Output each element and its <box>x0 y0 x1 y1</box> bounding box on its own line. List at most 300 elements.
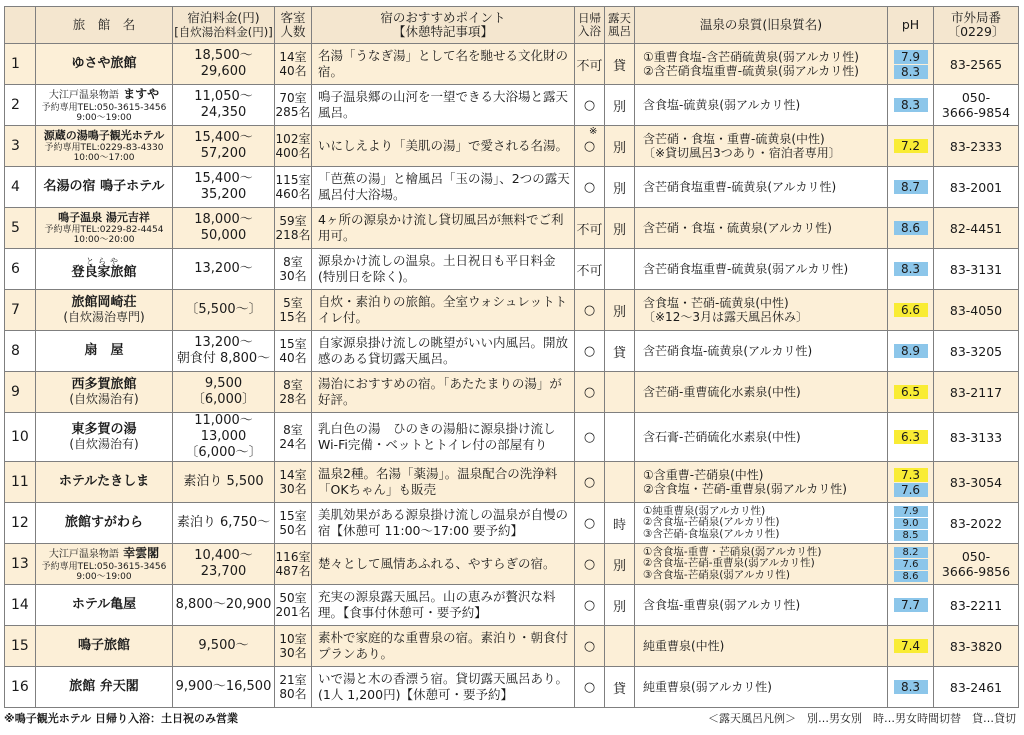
day-bath-cell <box>575 208 605 249</box>
ryokan-name-cell <box>36 249 173 290</box>
ph-value: 7.7 <box>894 598 928 612</box>
ph-cell <box>888 585 934 626</box>
reservation-tel: 予約専用TEL:0229-82-4454 <box>44 225 164 235</box>
spring-quality: 含食塩-重曹泉(弱アルカリ性) <box>643 598 801 612</box>
phone-cell <box>934 167 1019 208</box>
spring-quality: ②含芒硝食塩重曹-硫黄泉(弱アルカリ性) <box>643 64 859 78</box>
phone-line2: 3666-9856 <box>941 564 1011 579</box>
price: 13,200〜 <box>194 335 253 350</box>
table-row <box>5 85 1019 126</box>
ryokan-name: ゆさや旅館 <box>71 56 137 71</box>
price: 9,500 <box>204 376 243 391</box>
day-bath-cell <box>575 85 605 126</box>
row-number: 6 <box>5 249 36 290</box>
price: 18,500〜29,600 <box>194 48 253 79</box>
ryokan-name: 旅館 弁天閣 <box>69 679 139 694</box>
spring-quality-cell <box>635 208 888 249</box>
ph-cell <box>888 167 934 208</box>
phone-cell <box>934 331 1019 372</box>
row-number: 4 <box>5 167 36 208</box>
table-row <box>5 372 1019 413</box>
price: 15,400〜57,200 <box>194 130 253 161</box>
day-bath-cell <box>575 167 605 208</box>
spring-quality: ③含食塩-芒硝泉(弱アルカリ性) <box>643 568 790 581</box>
ph-value: 8.6 <box>894 571 928 582</box>
phone: 83-3131 <box>949 261 1003 277</box>
price-cell <box>173 208 275 249</box>
spring-quality-cell <box>635 503 888 544</box>
spring-quality: 含芒硝-重曹硫化水素泉(中性) <box>643 385 801 399</box>
phone: 83-2333 <box>949 138 1003 154</box>
ryokan-name: ホテルたきしま <box>58 474 150 489</box>
table-row <box>5 167 1019 208</box>
price-sub: 朝食付 8,800〜 <box>176 351 271 366</box>
table-row <box>5 413 1019 462</box>
table-row <box>5 462 1019 503</box>
ryokan-name-cell <box>36 503 173 544</box>
header-tel: 市外局番 〔0229〕 <box>934 7 1019 44</box>
phone: 83-3820 <box>949 638 1003 654</box>
spring-quality-cell <box>635 85 888 126</box>
room-count: 8室 <box>283 423 303 437</box>
day-bath: ○ <box>583 429 596 445</box>
header-row <box>5 7 1019 44</box>
spring-quality-cell <box>635 585 888 626</box>
ryokan-name-cell <box>36 667 173 708</box>
ryokan-name: 西多賀旅館 <box>71 377 137 392</box>
phone-cell <box>934 372 1019 413</box>
spring-quality: ②含食塩-芒硝-重曹泉(弱アルカリ性) <box>643 557 815 570</box>
day-bath: ○ <box>583 638 596 654</box>
day-bath: ○ <box>583 343 596 359</box>
phone-cell <box>934 544 1019 585</box>
recommend-point: 鳴子温泉郷の山河を一望できる大浴場と露天風呂。 <box>312 85 575 126</box>
ph-cell <box>888 544 934 585</box>
table-row <box>5 290 1019 331</box>
day-bath: ○ <box>583 679 596 695</box>
price-cell <box>173 249 275 290</box>
price-cell <box>173 626 275 667</box>
room-count: 8室 <box>283 378 303 392</box>
phone: 83-2211 <box>949 597 1003 613</box>
open-air-bath: 貸 <box>605 667 635 708</box>
price-cell <box>173 44 275 85</box>
spring-quality: 含芒硝食塩-硫黄泉(アルカリ性) <box>643 344 813 358</box>
ryokan-name: 鳴子温泉 湯元吉祥 <box>58 211 150 224</box>
phone-cell <box>934 413 1019 462</box>
spring-quality: ②含食塩-芒硝泉(アルカリ性) <box>643 516 780 529</box>
ryokan-name: 幸雲閣 <box>123 546 160 560</box>
recommend-point: 乳白色の湯 ひのきの湯船に源泉掛け流しWi-Fi完備・ベットとトイレ付の部屋有り <box>312 413 575 462</box>
open-air-bath: 別 <box>605 85 635 126</box>
room-count: 14室 <box>279 50 307 64</box>
rooms-cell <box>275 290 312 331</box>
rooms-cell <box>275 85 312 126</box>
note-mark: ※ <box>589 126 598 137</box>
capacity: 24名 <box>279 437 307 451</box>
ryokan-name: 東多賀の湯 <box>71 422 137 437</box>
day-bath: 不可 <box>576 222 603 238</box>
spring-quality-cell <box>635 126 888 167</box>
price: 10,400〜23,700 <box>194 548 253 579</box>
spring-quality: 〔※貸切風呂3つあり・宿泊者専用〕 <box>643 146 841 160</box>
ph-value: 9.0 <box>894 518 928 529</box>
phone: 83-4050 <box>949 302 1003 318</box>
ph-cell <box>888 331 934 372</box>
price: 11,050〜24,350 <box>194 89 253 120</box>
capacity: 30名 <box>279 269 307 283</box>
price-cell <box>173 167 275 208</box>
table-row <box>5 667 1019 708</box>
ryokan-table <box>4 6 1019 708</box>
rooms-cell <box>275 626 312 667</box>
phone-cell <box>934 462 1019 503</box>
open-air-bath: 別 <box>605 290 635 331</box>
day-bath-cell <box>575 290 605 331</box>
rooms-cell <box>275 372 312 413</box>
ph-cell <box>888 413 934 462</box>
table-row <box>5 503 1019 544</box>
row-number: 9 <box>5 372 36 413</box>
open-air-bath: 貸 <box>605 331 635 372</box>
open-air-bath: 別 <box>605 585 635 626</box>
ph-cell <box>888 626 934 667</box>
ph-value: 8.3 <box>894 98 928 112</box>
ph-value: 6.5 <box>894 385 928 399</box>
day-bath-cell <box>575 462 605 503</box>
phone-line2: 3666-9854 <box>941 105 1011 120</box>
table-row <box>5 626 1019 667</box>
capacity: 50名 <box>279 523 307 537</box>
price: 素泊り 5,500 <box>183 474 264 489</box>
spring-quality-cell <box>635 667 888 708</box>
footnote: ※鳴子観光ホテル 日帰り入浴：土日祝のみ営業 <box>4 712 238 725</box>
ph-cell <box>888 126 934 167</box>
recommend-point: 4ヶ所の源泉かけ流し貸切風呂が無料でご利用可。 <box>312 208 575 249</box>
table-row <box>5 44 1019 85</box>
header-rooms: 客室 人数 <box>275 7 312 44</box>
rooms-cell <box>275 462 312 503</box>
spring-quality: 含石膏-芒硝硫化水素泉(中性) <box>643 430 801 444</box>
ph-cell <box>888 208 934 249</box>
spring-quality-cell <box>635 413 888 462</box>
price-sub: 〔6,000〜〕 <box>185 445 262 460</box>
row-number: 13 <box>5 544 36 585</box>
ryokan-name-cell <box>36 208 173 249</box>
price: 9,500〜 <box>198 638 249 653</box>
ph-value: 7.6 <box>894 483 928 497</box>
day-bath-cell <box>575 413 605 462</box>
ph-cell <box>888 462 934 503</box>
price: 11,000〜13,000 <box>194 413 253 444</box>
spring-quality: ①純重曹泉(弱アルカリ性) <box>643 504 766 517</box>
ryokan-name-cell <box>36 372 173 413</box>
spring-quality-cell <box>635 626 888 667</box>
spring-quality: 純重曹泉(中性) <box>643 639 725 653</box>
day-bath-cell <box>575 249 605 290</box>
table-row <box>5 208 1019 249</box>
room-count: 115室 <box>275 173 311 187</box>
price-cell <box>173 85 275 126</box>
phone-cell <box>934 290 1019 331</box>
reservation-hours: 10:00〜17:00 <box>73 153 135 163</box>
spring-quality-cell <box>635 167 888 208</box>
ryokan-name: 登良家旅館 <box>71 265 137 280</box>
room-count: 5室 <box>283 296 303 310</box>
name-brand: 大江戸温泉物語 <box>48 90 119 101</box>
ph-value: 7.3 <box>894 468 928 482</box>
capacity: 30名 <box>279 646 307 660</box>
spring-quality-cell <box>635 462 888 503</box>
price: 8,800〜20,900 <box>175 597 272 612</box>
row-number: 8 <box>5 331 36 372</box>
phone: 050- <box>961 549 991 564</box>
price-cell <box>173 126 275 167</box>
capacity: 218名 <box>275 228 311 242</box>
phone-cell <box>934 208 1019 249</box>
room-count: 21室 <box>279 673 307 687</box>
spring-quality: 含食塩・芒硝-硫黄泉(中性) <box>643 296 789 310</box>
open-air-bath <box>605 462 635 503</box>
row-number: 7 <box>5 290 36 331</box>
ph-value: 8.5 <box>894 530 928 541</box>
ph-value: 6.6 <box>894 303 928 317</box>
open-air-bath <box>605 413 635 462</box>
reservation-hours: 10:00〜20:00 <box>73 235 135 245</box>
recommend-point: 楚々として風情あふれる、やすらぎの宿。 <box>312 544 575 585</box>
row-number: 10 <box>5 413 36 462</box>
ph-value: 8.7 <box>894 180 928 194</box>
spring-quality: 含食塩-硫黄泉(弱アルカリ性) <box>643 98 801 112</box>
capacity: 15名 <box>279 310 307 324</box>
day-bath: ○ <box>583 97 596 113</box>
ph-value: 8.6 <box>894 221 928 235</box>
spring-quality: ①含食塩-重曹・芒硝泉(弱アルカリ性) <box>643 545 822 558</box>
capacity: 487名 <box>275 564 311 578</box>
day-bath: ○ <box>583 556 596 572</box>
ph-value: 6.3 <box>894 430 928 444</box>
phone: 83-3133 <box>949 429 1003 445</box>
open-air-bath: 別 <box>605 544 635 585</box>
ph-value: 8.3 <box>894 262 928 276</box>
capacity: 400名 <box>275 146 311 160</box>
capacity: 30名 <box>279 482 307 496</box>
ryokan-name: 旅館岡崎荘 <box>71 295 137 310</box>
spring-quality-cell <box>635 290 888 331</box>
row-number: 3 <box>5 126 36 167</box>
ph-cell <box>888 503 934 544</box>
phone: 82-4451 <box>949 220 1003 236</box>
ryokan-name: 名湯の宿 鳴子ホテル <box>43 179 165 194</box>
open-air-bath: 貸 <box>605 44 635 85</box>
open-air-bath: 別 <box>605 167 635 208</box>
phone-cell <box>934 85 1019 126</box>
spring-quality: 〔※12〜3月は露天風呂休み〕 <box>643 310 808 324</box>
ph-value: 7.2 <box>894 139 928 153</box>
ryokan-name-cell <box>36 331 173 372</box>
spring-quality: ③含芒硝-食塩泉(アルカリ性) <box>643 527 780 540</box>
price-cell <box>173 503 275 544</box>
recommend-point: 源泉かけ流しの温泉。土日祝日も平日料金(特別日を除く)。 <box>312 249 575 290</box>
open-air-bath: 別 <box>605 208 635 249</box>
table-row <box>5 585 1019 626</box>
day-bath: ○ <box>583 179 596 195</box>
day-bath-cell <box>575 44 605 85</box>
ryokan-name-cell <box>36 126 173 167</box>
recommend-point: 自炊・素泊りの旅館。全室ウォシュレットトイレ付。 <box>312 290 575 331</box>
capacity: 80名 <box>279 687 307 701</box>
ryokan-name: 源蔵の湯鳴子観光ホテル <box>43 129 165 142</box>
reservation-hours: 9:00〜19:00 <box>76 572 132 582</box>
row-number: 11 <box>5 462 36 503</box>
room-count: 102室 <box>275 132 311 146</box>
price: 素泊り 6,750〜 <box>176 515 271 530</box>
phone-cell <box>934 667 1019 708</box>
header-no <box>5 7 36 44</box>
price: 18,000〜50,000 <box>194 212 253 243</box>
header-point: 宿のおすすめポイント 【休憩特記事項】 <box>312 7 575 44</box>
ryokan-name: 旅館すがわら <box>64 515 143 530</box>
spring-quality-cell <box>635 544 888 585</box>
price: 〔5,500〜〕 <box>185 302 262 317</box>
ph-cell <box>888 667 934 708</box>
header-quality: 温泉の泉質(旧泉質名) <box>635 7 888 44</box>
header-name: 旅 館 名 <box>36 7 173 44</box>
table-row <box>5 249 1019 290</box>
header-open-air: 露天風呂 <box>605 7 635 44</box>
phone-cell <box>934 126 1019 167</box>
ph-value: 7.6 <box>894 559 928 570</box>
price-cell <box>173 585 275 626</box>
phone: 050- <box>961 90 991 105</box>
capacity: 285名 <box>275 105 311 119</box>
day-bath-cell <box>575 544 605 585</box>
price-cell <box>173 544 275 585</box>
capacity: 28名 <box>279 392 307 406</box>
capacity: 460名 <box>275 187 311 201</box>
day-bath: ○ <box>583 515 596 531</box>
table-row <box>5 126 1019 167</box>
spring-quality: ②含食塩・芒硝-重曹泉(弱アルカリ性) <box>643 482 847 496</box>
rooms-cell <box>275 249 312 290</box>
phone-cell <box>934 44 1019 85</box>
reservation-tel: 予約専用TEL:050-3615-3456 <box>41 562 167 572</box>
day-bath: 不可 <box>576 263 603 279</box>
day-bath: ○ <box>583 384 596 400</box>
day-bath: ○ <box>583 302 596 318</box>
ph-cell <box>888 249 934 290</box>
room-count: 14室 <box>279 468 307 482</box>
open-air-bath <box>605 249 635 290</box>
price-cell <box>173 290 275 331</box>
table-row <box>5 331 1019 372</box>
spring-quality: ①重曹食塩-含芒硝硫黄泉(弱アルカリ性) <box>643 50 859 64</box>
row-number: 5 <box>5 208 36 249</box>
phone-cell <box>934 503 1019 544</box>
day-bath-cell <box>575 626 605 667</box>
name-note: (自炊湯治有) <box>69 392 139 406</box>
rooms-cell <box>275 44 312 85</box>
rooms-cell <box>275 503 312 544</box>
spring-quality: 含芒硝食塩重曹-硫黄泉(弱アルカリ性) <box>643 262 849 276</box>
room-count: 8室 <box>283 255 303 269</box>
ryokan-name: ホテル亀屋 <box>71 597 137 612</box>
price-cell <box>173 372 275 413</box>
ryokan-name: 扇 屋 <box>84 343 124 358</box>
phone-cell <box>934 626 1019 667</box>
recommend-point: 美肌効果がある源泉掛け流しの温泉が自慢の宿【休憩可 11:00〜17:00 要予約】 <box>312 503 575 544</box>
ryokan-name-cell <box>36 462 173 503</box>
capacity: 201名 <box>275 605 311 619</box>
room-count: 59室 <box>279 214 307 228</box>
spring-quality: 含芒硝・食塩・硫黄泉(アルカリ性) <box>643 221 832 235</box>
recommend-point: いにしえより「美肌の湯」で愛される名湯。 <box>312 126 575 167</box>
open-air-bath <box>605 372 635 413</box>
ryokan-name-cell <box>36 413 173 462</box>
spring-quality: ①含重曹-芒硝泉(中性) <box>643 468 764 482</box>
spring-quality-cell <box>635 249 888 290</box>
reservation-tel: 予約専用TEL:0229-83-4330 <box>44 143 164 153</box>
spring-quality: 含芒硝・食塩・重曹-硫黄泉(中性) <box>643 132 825 146</box>
day-bath-cell <box>575 372 605 413</box>
price: 13,200〜 <box>194 261 253 276</box>
ph-value: 7.9 <box>894 50 928 64</box>
ryokan-name-cell <box>36 544 173 585</box>
spring-quality-cell <box>635 372 888 413</box>
ryokan-name-cell <box>36 585 173 626</box>
ryokan-name: ますや <box>123 87 160 101</box>
ryokan-name-cell <box>36 44 173 85</box>
name-note: (自炊湯治有) <box>69 437 139 451</box>
header-day-bath: 日帰入浴 <box>575 7 605 44</box>
ph-cell <box>888 44 934 85</box>
capacity: 40名 <box>279 351 307 365</box>
spring-quality-cell <box>635 331 888 372</box>
ph-cell <box>888 372 934 413</box>
day-bath: 不可 <box>576 58 603 74</box>
rooms-cell <box>275 208 312 249</box>
ph-cell <box>888 85 934 126</box>
ryokan-name-cell <box>36 290 173 331</box>
room-count: 50室 <box>279 591 307 605</box>
reservation-hours: 9:00〜19:00 <box>76 113 132 123</box>
rooms-cell <box>275 544 312 585</box>
phone: 83-2117 <box>949 384 1003 400</box>
spring-quality: 純重曹泉(弱アルカリ性) <box>643 680 772 694</box>
ryokan-name-cell <box>36 626 173 667</box>
room-count: 15室 <box>279 509 307 523</box>
price-cell <box>173 667 275 708</box>
recommend-point: 温泉2種。名湯「薬湯」。温泉配合の洗浄料「OKちゃん」も販売 <box>312 462 575 503</box>
rooms-cell <box>275 585 312 626</box>
table-row <box>5 544 1019 585</box>
room-count: 70室 <box>279 91 307 105</box>
open-air-bath <box>605 626 635 667</box>
room-count: 10室 <box>279 632 307 646</box>
phone: 83-3205 <box>949 343 1003 359</box>
price-cell <box>173 331 275 372</box>
day-bath: ○ <box>583 597 596 613</box>
rooms-cell <box>275 667 312 708</box>
row-number: 14 <box>5 585 36 626</box>
ryokan-name: 鳴子旅館 <box>77 638 130 653</box>
ph-value: 7.4 <box>894 639 928 653</box>
rooms-cell <box>275 331 312 372</box>
price-cell <box>173 462 275 503</box>
recommend-point: 充実の源泉露天風呂。山の恵みが贅沢な料理。【食事付休憩可・要予約】 <box>312 585 575 626</box>
day-bath-cell <box>575 331 605 372</box>
day-bath-cell <box>575 126 605 167</box>
